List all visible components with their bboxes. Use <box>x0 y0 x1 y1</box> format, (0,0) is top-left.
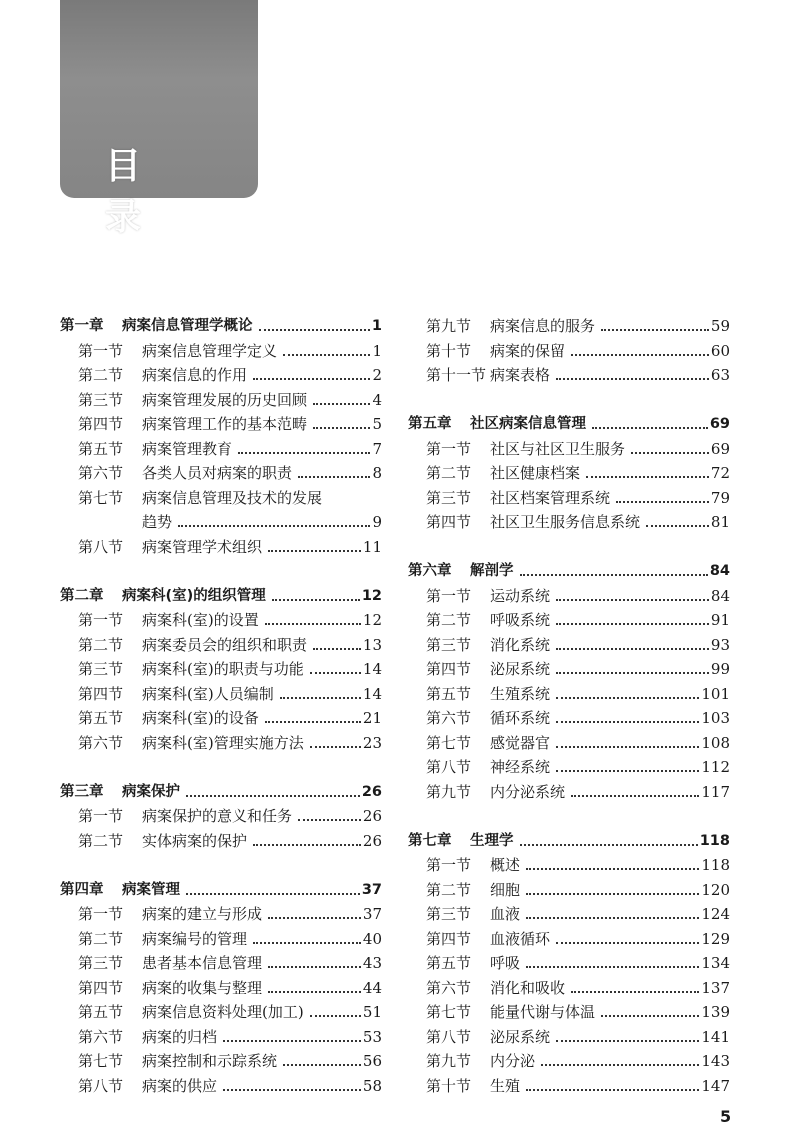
chapter-title: 病案保护 <box>122 783 180 800</box>
section-number: 第八节 <box>426 1027 472 1046</box>
page-ref: 69 <box>710 439 730 458</box>
section-number: 第一节 <box>78 341 124 360</box>
page-ref: 4 <box>372 390 382 409</box>
toc-spacer <box>408 388 730 413</box>
toc-chapter-entry[interactable] <box>60 314 382 339</box>
dot-leader <box>556 378 709 380</box>
page-ref: 143 <box>701 1052 730 1070</box>
dot-leader <box>571 991 699 993</box>
page-ref: 21 <box>362 709 382 727</box>
section-number: 第四节 <box>426 929 472 948</box>
section-number: 第七节 <box>78 1052 124 1070</box>
section-title: 病案保护的意义和任务 <box>142 807 293 825</box>
toc-chapter-entry[interactable] <box>60 780 382 805</box>
dot-leader <box>526 917 699 919</box>
dot-leader <box>520 574 708 576</box>
toc-section-entry[interactable] <box>60 608 382 633</box>
section-number: 第一节 <box>78 611 124 629</box>
section-title: 内分泌系统 <box>490 782 566 801</box>
section-number: 第二节 <box>426 611 472 629</box>
toc-section-entry[interactable] <box>408 314 730 339</box>
section-number: 第三节 <box>426 635 472 654</box>
page-ref: 103 <box>701 709 730 727</box>
dot-leader <box>592 427 708 429</box>
toc-section-entry[interactable] <box>408 339 730 364</box>
dot-leader <box>571 795 699 797</box>
page-ref: 9 <box>372 513 382 531</box>
section-number: 第五节 <box>426 684 472 703</box>
dot-leader <box>268 917 361 919</box>
section-number: 第四节 <box>78 978 124 997</box>
dot-leader <box>601 1015 699 1017</box>
section-number: 第七节 <box>78 488 124 507</box>
toc-chapter-entry[interactable] <box>408 559 730 584</box>
page-ref: 72 <box>710 464 730 482</box>
section-number: 第十节 <box>426 1076 472 1095</box>
section-title: 病案科(室)的设备 <box>142 709 259 727</box>
dot-leader <box>526 1089 699 1091</box>
page-ref: 8 <box>372 464 382 482</box>
toc-section-entry[interactable] <box>60 657 382 682</box>
dot-leader <box>586 476 709 478</box>
section-title: 泌尿系统 <box>490 1027 551 1046</box>
section-title: 病案的建立与形成 <box>142 905 263 923</box>
toc-section-entry[interactable] <box>408 951 730 976</box>
section-title: 病案科(室)管理实施方法 <box>142 733 304 752</box>
section-number: 第七节 <box>426 1003 472 1021</box>
section-number: 第一节 <box>426 586 472 605</box>
toc-spacer <box>60 559 382 584</box>
page-ref: 14 <box>362 660 382 678</box>
section-title: 病案信息的作用 <box>142 366 248 384</box>
toc-chapter-entry[interactable] <box>408 829 730 854</box>
dot-leader <box>556 721 699 723</box>
chapter-number: 第七章 <box>408 832 452 849</box>
chapter-number: 第五章 <box>408 416 452 432</box>
section-title: 病案管理教育 <box>142 439 233 458</box>
section-title: 患者基本信息管理 <box>142 954 263 972</box>
toc-section-entry[interactable] <box>408 657 730 682</box>
section-title: 社区健康档案 <box>490 464 581 482</box>
toc-section-entry[interactable] <box>60 388 382 413</box>
dot-leader <box>556 648 709 650</box>
page-ref: 2 <box>372 366 382 384</box>
section-number: 第四节 <box>426 660 472 678</box>
page-ref: 11 <box>362 537 382 556</box>
dot-leader <box>178 525 370 527</box>
toc-section-entry[interactable] <box>60 1000 382 1025</box>
section-title: 各类人员对病案的职责 <box>142 464 293 482</box>
toc-section-entry[interactable] <box>60 1074 382 1099</box>
section-number: 第三节 <box>426 905 472 923</box>
page-ref: 5 <box>372 415 382 433</box>
section-number: 第二节 <box>78 929 124 948</box>
section-title: 生殖 <box>490 1076 521 1095</box>
toc-section-entry[interactable] <box>408 927 730 952</box>
page-ref: 118 <box>699 832 730 849</box>
page-ref: 37 <box>362 905 382 923</box>
dot-leader <box>616 501 709 503</box>
page-ref: 118 <box>701 856 730 874</box>
section-number: 第八节 <box>78 1076 124 1095</box>
toc-section-entry[interactable] <box>60 951 382 976</box>
toc-section-entry[interactable] <box>60 706 382 731</box>
toc-section-entry[interactable] <box>408 584 730 609</box>
chapter-title: 病案管理 <box>122 881 180 898</box>
page-ref: 59 <box>710 317 730 335</box>
dot-leader <box>310 672 361 674</box>
section-title: 病案的供应 <box>142 1076 218 1095</box>
section-title: 呼吸 <box>490 954 521 972</box>
section-number: 第三节 <box>426 488 472 507</box>
section-title: 病案管理学术组织 <box>142 537 263 556</box>
section-number: 第一节 <box>426 856 472 874</box>
section-title: 感觉器官 <box>490 733 551 752</box>
section-title: 病案编号的管理 <box>142 929 248 948</box>
section-title: 病案管理工作的基本范畴 <box>142 415 308 433</box>
section-title: 社区档案管理系统 <box>490 488 611 507</box>
section-number: 第九节 <box>426 317 472 335</box>
page-ref: 13 <box>362 635 382 654</box>
dot-leader <box>272 599 360 601</box>
toc-section-entry[interactable] <box>408 486 730 511</box>
section-title: 病案的保留 <box>490 341 566 360</box>
section-number: 第二节 <box>78 831 124 850</box>
toc-section-entry[interactable] <box>408 1000 730 1025</box>
toc-section-entry[interactable] <box>408 682 730 707</box>
section-title: 概述 <box>490 856 521 874</box>
toc-section-entry[interactable] <box>60 682 382 707</box>
dot-leader <box>601 329 709 331</box>
dot-leader <box>265 721 361 723</box>
chapter-title: 生理学 <box>470 832 514 849</box>
toc-chapter-entry[interactable] <box>60 584 382 609</box>
section-title: 病案科(室)的职责与功能 <box>142 660 304 678</box>
toc-section-entry[interactable] <box>408 878 730 903</box>
section-title: 趋势 <box>142 513 173 531</box>
section-title: 循环系统 <box>490 709 551 727</box>
toc-section-entry[interactable] <box>60 339 382 364</box>
section-number: 第十一节 <box>426 366 487 384</box>
dot-leader <box>280 697 361 699</box>
dot-leader <box>259 329 370 331</box>
page-ref: 60 <box>710 341 730 360</box>
toc-section-entry[interactable] <box>60 510 382 535</box>
dot-leader <box>223 1089 361 1091</box>
section-number: 第五节 <box>426 954 472 972</box>
page-ref: 63 <box>710 366 730 384</box>
dot-leader <box>556 672 709 674</box>
toc-section-entry[interactable] <box>408 853 730 878</box>
dot-leader <box>186 893 360 895</box>
dot-leader <box>186 795 360 797</box>
section-title: 神经系统 <box>490 758 551 776</box>
page-ref: 84 <box>709 563 730 579</box>
section-title: 病案表格 <box>490 366 551 384</box>
section-number: 第三节 <box>78 660 124 678</box>
dot-leader <box>298 819 361 821</box>
dot-leader <box>556 770 699 772</box>
toc-section-entry[interactable] <box>60 486 382 511</box>
section-number: 第四节 <box>78 684 124 703</box>
toc-section-entry[interactable] <box>408 731 730 756</box>
page-ref: 69 <box>709 416 730 432</box>
chapter-number: 第二章 <box>60 587 104 604</box>
section-title: 实体病案的保护 <box>142 831 248 850</box>
section-number: 第六节 <box>78 733 124 752</box>
section-number: 第二节 <box>78 366 124 384</box>
section-number: 第五节 <box>78 439 124 458</box>
page-ref: 26 <box>362 831 382 850</box>
dot-leader <box>265 623 361 625</box>
toc-spacer <box>408 535 730 560</box>
chapter-number: 第六章 <box>408 563 452 579</box>
page-ref: 117 <box>701 782 730 801</box>
section-number: 第六节 <box>426 978 472 997</box>
toc-section-entry[interactable] <box>408 902 730 927</box>
page-title: 目 录 <box>105 146 168 238</box>
toc-section-entry[interactable] <box>408 976 730 1001</box>
section-number: 第九节 <box>426 1052 472 1070</box>
section-number: 第四节 <box>426 513 472 531</box>
dot-leader <box>238 452 370 454</box>
dot-leader <box>283 354 370 356</box>
dot-leader <box>253 942 361 944</box>
page-ref: 101 <box>701 684 730 703</box>
toc-section-entry[interactable] <box>60 535 382 560</box>
dot-leader <box>223 1040 361 1042</box>
toc-section-entry[interactable] <box>408 1049 730 1074</box>
page-ref: 108 <box>701 733 730 752</box>
toc-chapter-entry[interactable] <box>60 878 382 903</box>
dot-leader <box>268 966 361 968</box>
page-ref: 26 <box>362 807 382 825</box>
dot-leader <box>541 1064 699 1066</box>
section-title: 病案控制和示踪系统 <box>142 1052 278 1070</box>
page-ref: 147 <box>701 1076 730 1095</box>
dot-leader <box>646 525 709 527</box>
section-number: 第一节 <box>78 807 124 825</box>
page-ref: 12 <box>361 587 382 604</box>
chapter-title: 病案科(室)的组织管理 <box>122 587 266 604</box>
dot-leader <box>556 942 699 944</box>
toc-section-entry[interactable] <box>408 1025 730 1050</box>
section-title: 细胞 <box>490 880 521 899</box>
section-title: 病案信息管理学定义 <box>142 341 278 360</box>
section-title: 能量代谢与体温 <box>490 1003 596 1021</box>
section-number: 第六节 <box>78 464 124 482</box>
section-title: 病案的收集与整理 <box>142 978 263 997</box>
toc-section-entry[interactable] <box>408 608 730 633</box>
section-title: 病案科(室)人员编制 <box>142 684 274 703</box>
page-ref: 124 <box>701 905 730 923</box>
section-number: 第六节 <box>78 1027 124 1046</box>
toc-section-entry[interactable] <box>60 1049 382 1074</box>
section-number: 第三节 <box>78 390 124 409</box>
toc-section-entry[interactable] <box>408 363 730 388</box>
dot-leader <box>556 697 699 699</box>
page-ref: 1 <box>372 341 382 360</box>
page-ref: 120 <box>701 880 730 899</box>
toc-title-block <box>60 0 258 238</box>
toc-section-entry[interactable] <box>408 1074 730 1099</box>
page-ref: 58 <box>362 1076 382 1095</box>
section-title: 病案的归档 <box>142 1027 218 1046</box>
page-ref: 79 <box>710 488 730 507</box>
section-title: 病案信息管理及技术的发展 <box>142 488 323 507</box>
dot-leader <box>310 1015 361 1017</box>
section-title: 内分泌 <box>490 1052 536 1070</box>
toc-column-left <box>60 314 382 1098</box>
page-ref: 134 <box>701 954 730 972</box>
dot-leader <box>631 452 709 454</box>
chapter-number: 第三章 <box>60 783 104 800</box>
section-title: 社区与社区卫生服务 <box>490 439 626 458</box>
section-title: 病案委员会的组织和职责 <box>142 635 308 654</box>
chapter-number: 第四章 <box>60 881 104 898</box>
section-title: 病案信息资料处理(加工) <box>142 1003 304 1021</box>
page-ref: 26 <box>361 783 382 800</box>
page-ref: 23 <box>362 733 382 752</box>
section-number: 第八节 <box>426 758 472 776</box>
page-ref: 129 <box>701 929 730 948</box>
toc-column-right <box>408 314 730 1098</box>
page-ref: 40 <box>362 929 382 948</box>
dot-leader <box>520 844 698 846</box>
toc-section-entry[interactable] <box>408 633 730 658</box>
dot-leader <box>556 1040 699 1042</box>
page-ref: 139 <box>701 1003 730 1021</box>
section-number: 第五节 <box>78 709 124 727</box>
section-title: 消化和吸收 <box>490 978 566 997</box>
section-number: 第一节 <box>78 905 124 923</box>
dot-leader <box>556 746 699 748</box>
section-title: 呼吸系统 <box>490 611 551 629</box>
dot-leader <box>313 427 370 429</box>
toc-section-entry[interactable] <box>408 706 730 731</box>
toc-section-entry[interactable] <box>60 633 382 658</box>
dot-leader <box>526 893 699 895</box>
toc-section-entry[interactable] <box>60 461 382 486</box>
section-number: 第十节 <box>426 341 472 360</box>
page-number: 5 <box>720 1107 732 1126</box>
dot-leader <box>571 354 709 356</box>
section-number: 第二节 <box>426 880 472 899</box>
page-ref: 7 <box>372 439 382 458</box>
page-ref: 81 <box>710 513 730 531</box>
section-title: 病案科(室)的设置 <box>142 611 259 629</box>
toc-section-entry[interactable] <box>60 412 382 437</box>
dot-leader <box>298 476 370 478</box>
dot-leader <box>526 966 699 968</box>
chapter-title: 病案信息管理学概论 <box>122 318 253 334</box>
page-ref: 137 <box>701 978 730 997</box>
page-ref: 1 <box>371 318 382 334</box>
page-ref: 51 <box>362 1003 382 1021</box>
page-ref: 14 <box>362 684 382 703</box>
dot-leader <box>253 378 370 380</box>
page-ref: 37 <box>361 881 382 898</box>
page-ref: 99 <box>710 660 730 678</box>
section-number: 第一节 <box>426 439 472 458</box>
section-number: 第五节 <box>78 1003 124 1021</box>
toc-section-entry[interactable] <box>60 976 382 1001</box>
toc-section-entry[interactable] <box>408 461 730 486</box>
page-ref: 43 <box>362 954 382 972</box>
section-title: 泌尿系统 <box>490 660 551 678</box>
toc-chapter-entry[interactable] <box>408 412 730 437</box>
section-title: 生殖系统 <box>490 684 551 703</box>
section-number: 第六节 <box>426 709 472 727</box>
section-title: 血液 <box>490 905 521 923</box>
toc-section-entry[interactable] <box>60 902 382 927</box>
toc-section-entry[interactable] <box>60 731 382 756</box>
toc-spacer <box>60 853 382 878</box>
toc-section-entry[interactable] <box>60 1025 382 1050</box>
toc-section-entry[interactable] <box>408 755 730 780</box>
section-title: 病案管理发展的历史回顾 <box>142 390 308 409</box>
section-number: 第七节 <box>426 733 472 752</box>
toc-spacer <box>60 755 382 780</box>
toc-section-entry[interactable] <box>60 804 382 829</box>
dot-leader <box>556 623 709 625</box>
section-title: 病案信息的服务 <box>490 317 596 335</box>
chapter-number: 第一章 <box>60 318 104 334</box>
toc-section-entry[interactable] <box>408 780 730 805</box>
section-number: 第二节 <box>78 635 124 654</box>
section-title: 消化系统 <box>490 635 551 654</box>
toc-section-entry[interactable] <box>408 437 730 462</box>
dot-leader <box>313 403 370 405</box>
section-number: 第四节 <box>78 415 124 433</box>
section-number: 第三节 <box>78 954 124 972</box>
section-title: 社区卫生服务信息系统 <box>490 513 641 531</box>
section-title: 运动系统 <box>490 586 551 605</box>
page-ref: 44 <box>362 978 382 997</box>
toc-spacer <box>408 804 730 829</box>
toc-section-entry[interactable] <box>408 510 730 535</box>
toc-section-entry[interactable] <box>60 363 382 388</box>
section-number: 第九节 <box>426 782 472 801</box>
chapter-title: 解剖学 <box>470 563 514 579</box>
dot-leader <box>556 599 709 601</box>
page-ref: 93 <box>710 635 730 654</box>
page-ref: 53 <box>362 1027 382 1046</box>
chapter-title: 社区病案信息管理 <box>470 416 586 432</box>
dot-leader <box>283 1064 361 1066</box>
toc-section-entry[interactable] <box>60 927 382 952</box>
section-title: 血液循环 <box>490 929 551 948</box>
section-number: 第八节 <box>78 537 124 556</box>
dot-leader <box>253 844 361 846</box>
page-ref: 84 <box>710 586 730 605</box>
dot-leader <box>268 991 361 993</box>
page-ref: 12 <box>362 611 382 629</box>
section-number: 第二节 <box>426 464 472 482</box>
page-ref: 56 <box>362 1052 382 1070</box>
page-ref: 91 <box>710 611 730 629</box>
dot-leader <box>313 648 361 650</box>
page-ref: 141 <box>701 1027 730 1046</box>
page-ref: 112 <box>701 758 730 776</box>
dot-leader <box>526 868 699 870</box>
toc-section-entry[interactable] <box>60 829 382 854</box>
dot-leader <box>268 550 361 552</box>
toc-section-entry[interactable] <box>60 437 382 462</box>
dot-leader <box>310 746 361 748</box>
